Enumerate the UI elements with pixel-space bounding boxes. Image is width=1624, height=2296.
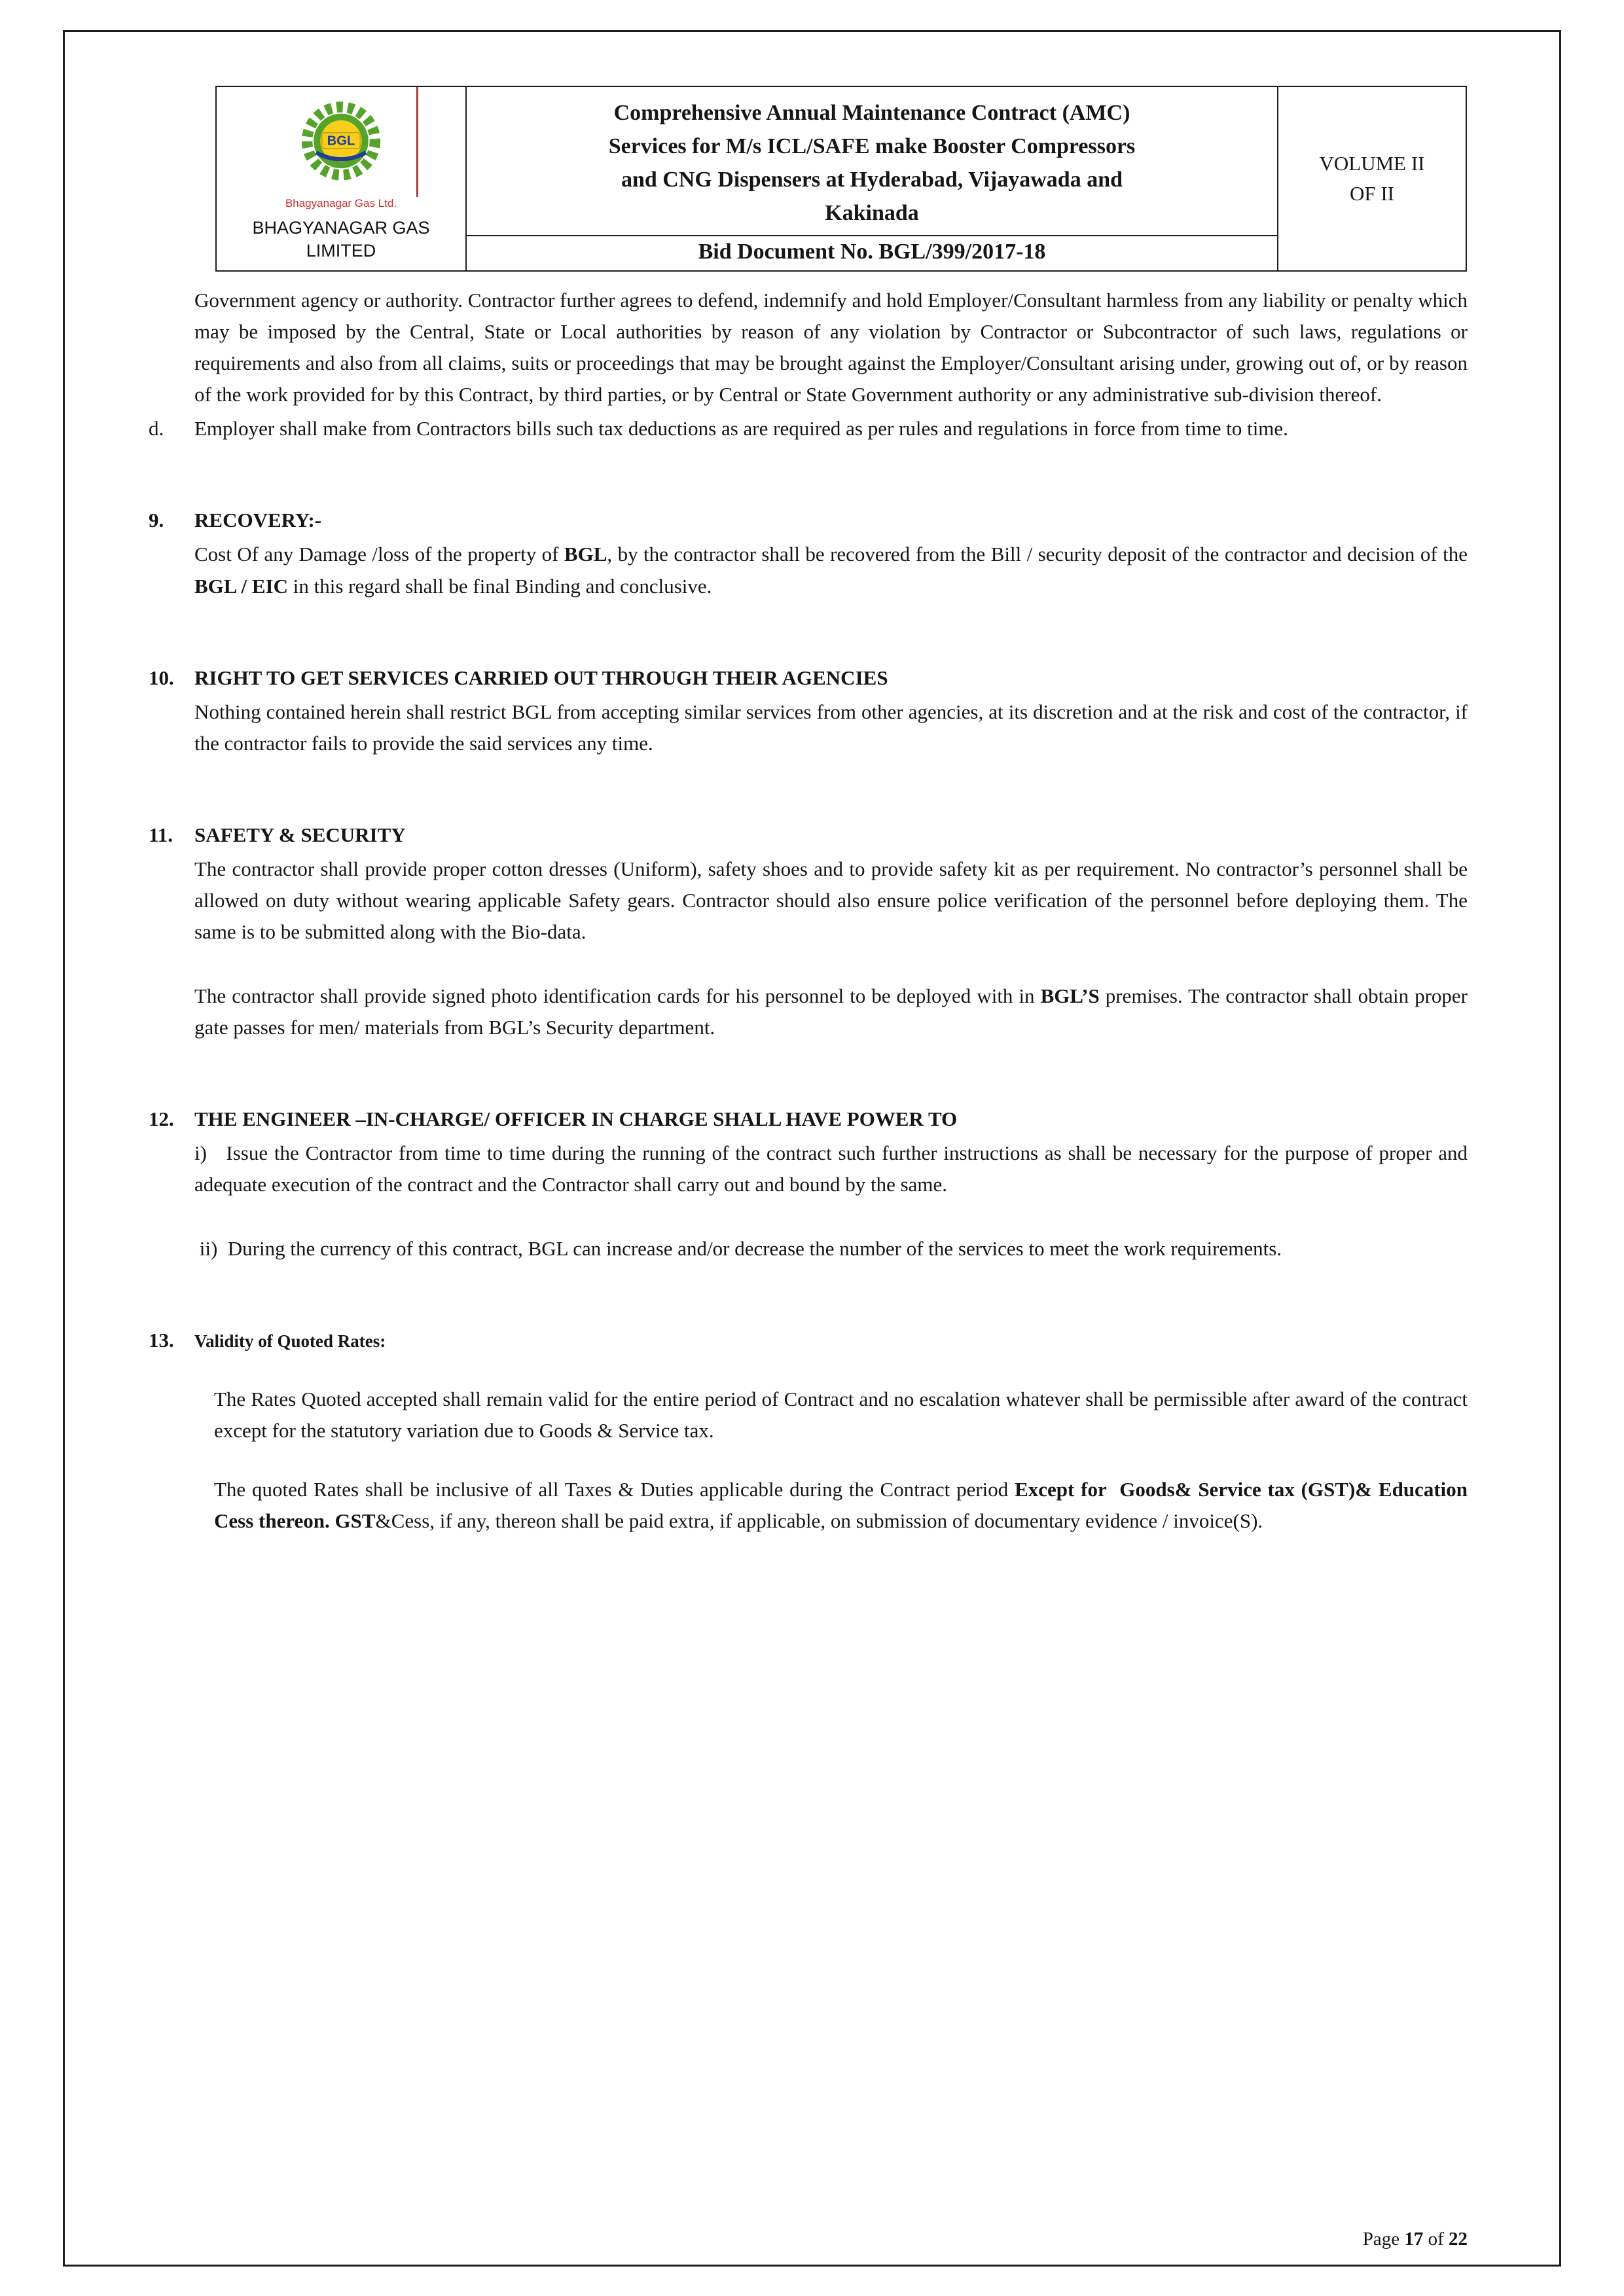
- section-agencies: [149, 662, 1468, 759]
- header-volume-cell: [1278, 87, 1466, 270]
- section-agencies-number: 10.: [149, 666, 174, 689]
- section-agencies-title: RIGHT TO GET SERVICES CARRIED OUT THROUGH THEIR AGENCIES: [194, 666, 888, 689]
- section-safety-paragraph-2: The contractor shall provide signed photo identification cards for his personnel to be deployed with in BGL’S premises. The contractor shall obtain proper gate passes for men/ materials from BGL’s Security department.: [194, 984, 1468, 1039]
- list-item-d-text: Employer shall make from Contractors bills such tax deductions as are required as per rules and regulations in force from time to time.: [194, 417, 1288, 440]
- bid-document-number: Bid Document No. BGL/399/2017-18: [467, 235, 1277, 270]
- continuation-paragraph: Government agency or authority. Contractor further agrees to defend, indemnify and hold Employer/Consultant harmless from any liability or penalty which may be imposed by the Central, State or Local authorities by reason of any violation by Contractor or Subcontractor of such laws, regulations or requirements and also from all claims, suits or proceedings that may be brought against the Employer/Consultant arising under, growing out of, or by reason of the work provided for by this Contract, by third parties, or by Central or State Government authority or any administrative sub-division thereof.: [194, 289, 1468, 406]
- bgl-logo: [291, 96, 391, 196]
- volume-line-1: VOLUME II: [1319, 151, 1425, 175]
- section-engineer-powers-item-ii: ii) During the currency of this contract, BGL can increase and/or decrease the number of the services to meet the work requirements.: [194, 1237, 1282, 1261]
- section-safety-paragraph-1: The contractor shall provide proper cotton dresses (Uniform), safety shoes and to provide safety kit as per requirement. No contractor’s personnel shall be allowed on duty without wearing applicable Safety gears. Contractor should also ensure police verification of the personnel before deploying them. The same is to be submitted along with the Bio-data.: [194, 857, 1468, 943]
- section-agencies-heading: [149, 662, 1468, 694]
- list-item-d-marker: d.: [149, 417, 164, 440]
- section-safety-number: 11.: [149, 823, 173, 846]
- header-logo-cell: [217, 87, 465, 270]
- section-engineer-powers-item-i: i) Issue the Contractor from time to time during the running of the contract such further instructions as shall be necessary for the purpose of proper and adequate execution of the contract and the Contractor shall carry out and bound by the same.: [194, 1141, 1468, 1196]
- document-title: Comprehensive Annual Maintenance Contract (AMC) Services for M/s ICL/SAFE make Booster Compressors and CNG Dispensers at Hyderabad, Vijayawada and Kakinada: [608, 101, 1136, 226]
- volume-line-2: OF II: [1349, 182, 1395, 206]
- section-recovery-heading: [149, 505, 1468, 536]
- logo-caption: Bhagyanagar Gas Ltd.: [285, 197, 397, 209]
- section-engineer-powers-title: THE ENGINEER –IN-CHARGE/ OFFICER IN CHARGE SHALL HAVE POWER TO: [194, 1107, 958, 1130]
- section-engineer-powers: [149, 1103, 1468, 1265]
- logo-divider: [416, 87, 418, 197]
- header-title-cell: [465, 87, 1278, 270]
- section-engineer-powers-heading: [149, 1103, 1468, 1135]
- section-validity-paragraph-2: The quoted Rates shall be inclusive of all Taxes & Duties applicable during the Contract period Except for Goods& Service tax (GST)& Education Cess thereon. GST&Cess, if any, thereon shall be paid extra, if applicable, on submission of documentary evidence / invoice(S).: [214, 1478, 1468, 1533]
- section-recovery-paragraph: Cost Of any Damage /loss of the property of BGL, by the contractor shall be recovered from the Bill / security deposit of the contractor and decision of the BGL / EIC in this regard shall be final Binding and conclusive.: [194, 543, 1468, 598]
- section-validity-number: 13.: [149, 1329, 174, 1352]
- section-validity-title: Validity of Quoted Rates:: [194, 1331, 386, 1352]
- section-safety: [149, 819, 1468, 1043]
- section-recovery: [149, 505, 1468, 601]
- section-agencies-paragraph: Nothing contained herein shall restrict BGL from accepting similar services from other agencies, at its discretion and at the risk and cost of the contractor, if the contractor fails to provide the said services any time.: [194, 700, 1468, 755]
- section-validity-heading: [149, 1325, 1468, 1356]
- page-frame: [63, 30, 1561, 2267]
- document-title-wrap: [467, 87, 1277, 235]
- document-header: [215, 86, 1467, 272]
- logo-acronym-text: BGL: [327, 134, 355, 149]
- section-validity-paragraph-1: The Rates Quoted accepted shall remain valid for the entire period of Contract and no escalation whatever shall be permissible after award of the contract except for the statutory variation due to Goods & Service tax.: [214, 1388, 1468, 1443]
- page-number: Page 17 of 22: [1362, 2229, 1468, 2250]
- section-safety-heading: [149, 819, 1468, 851]
- section-safety-title: SAFETY & SECURITY: [194, 823, 406, 846]
- section-engineer-powers-number: 12.: [149, 1107, 174, 1130]
- document-body: [149, 285, 1468, 1537]
- section-recovery-number: 9.: [149, 509, 164, 532]
- section-validity: [149, 1325, 1468, 1537]
- list-item-d: [149, 413, 1468, 444]
- company-name: BHAGYANAGAR GAS LIMITED: [252, 218, 430, 261]
- section-recovery-title: RECOVERY:-: [194, 509, 322, 532]
